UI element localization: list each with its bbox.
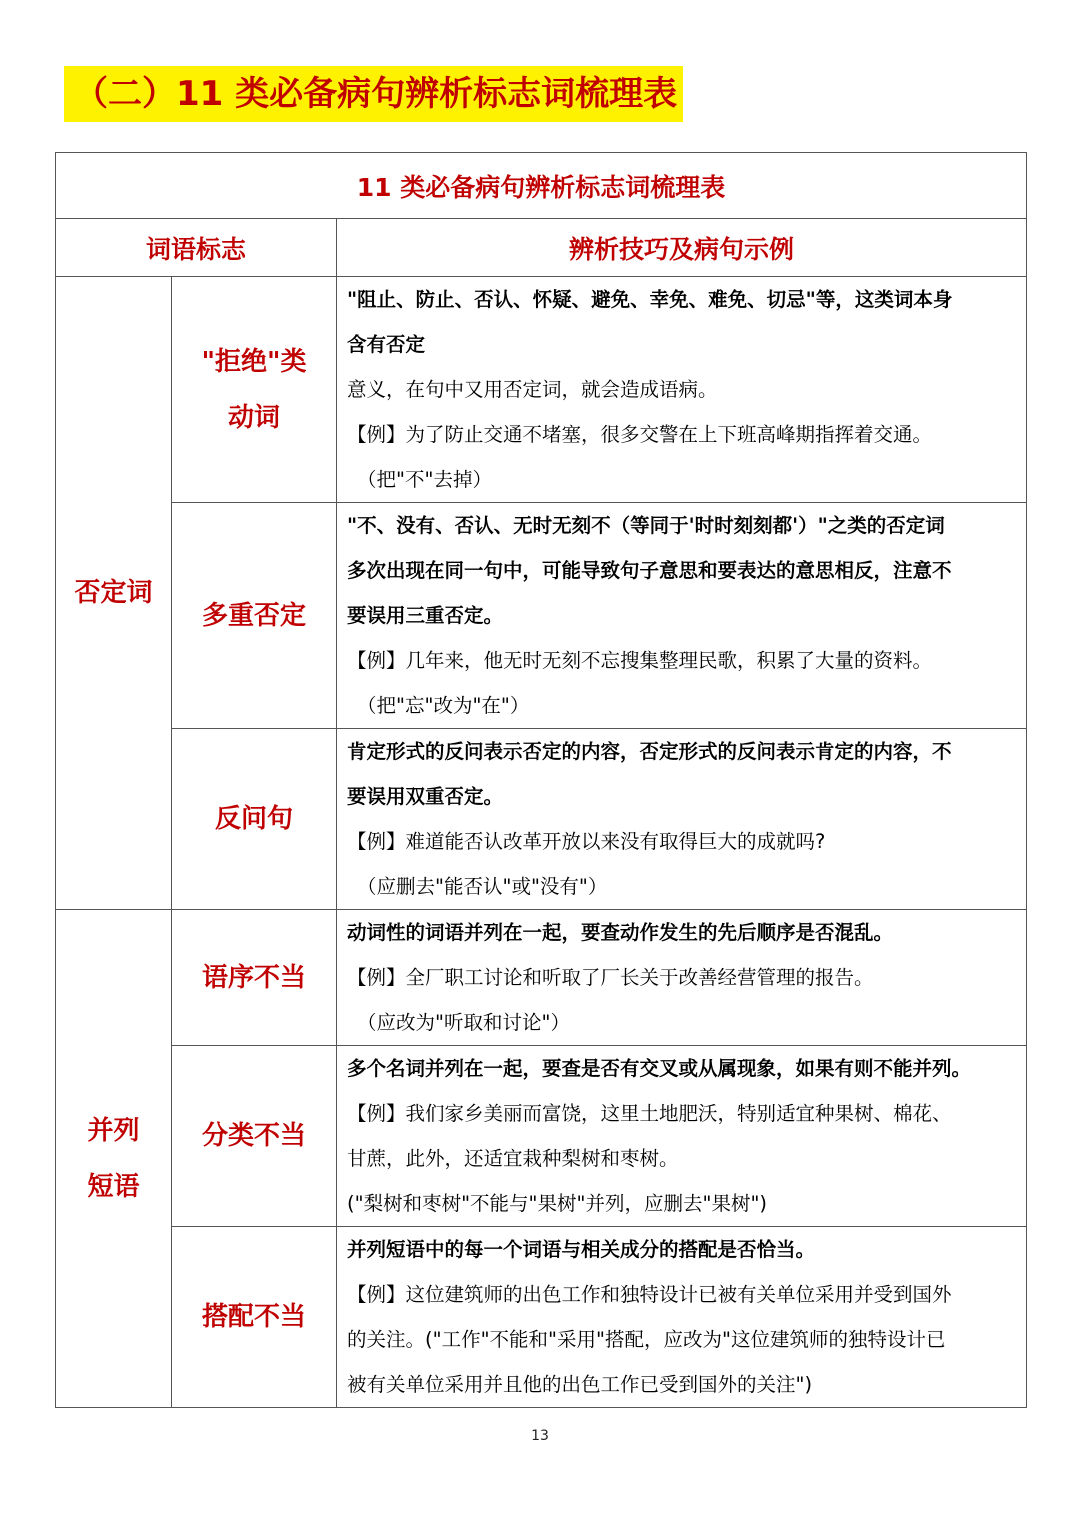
category-label: 否定词 [74,578,153,608]
section-heading: （二）11 类必备病句辨析标志词梳理表 [64,66,683,122]
subtype-label: 搭配不当 [201,1302,306,1332]
explanation-cell [337,910,1027,1046]
example-text: 的关注。("工作"不能和"采用"搭配，应改为"这位建筑师的独特设计已 [347,1328,946,1351]
explanation-cell [337,729,1027,910]
explanation-cell [337,503,1027,729]
rule-text: "不、没有、否认、无时无刻不（等同于'时时刻刻都'）"之类的否定词 [347,514,945,537]
subtype-label: 语序不当 [201,962,306,993]
example-text: 【例】全厂职工讨论和听取了厂长关于改善经营管理的报告。 [347,966,874,989]
rule-continuation-text: 意义，在句中又用否定词，就会造成语病。 [347,378,718,401]
correction-text: ("梨树和枣树"不能与"果树"并列，应删去"果树") [347,1192,768,1215]
table-row [56,910,1027,1046]
rule-text: 肯定形式的反问表示否定的内容，否定形式的反问表示肯定的内容，不 [347,740,952,763]
example-text: 【例】几年来，他无时无刻不忘搜集整理民歌，积累了大量的资料。 [347,649,933,672]
explanation-cell [337,277,1027,503]
explanation-cell [337,1046,1027,1227]
subtype-cell [172,277,337,503]
category-label: 并列 [87,1115,140,1146]
column-header-technique: 辨析技巧及病句示例 [337,219,1027,277]
table-row [56,1046,1027,1227]
page-number: 13 [531,1428,549,1444]
rule-text: 含有否定 [347,333,426,356]
subtype-cell [172,503,337,729]
subtype-label: 动词 [227,402,280,433]
subtype-cell [172,1227,337,1408]
rule-text: 动词性的词语并列在一起，要查动作发生的先后顺序是否混乱。 [347,921,894,944]
subtype-label: "拒绝"类 [201,346,307,377]
correction-text: （应删去"能否认"或"没有"） [357,875,608,898]
marker-words-table [55,152,1027,1408]
rule-text: 多个名词并列在一起，要查是否有交叉或从属现象，如果有则不能并列。 [347,1057,972,1080]
example-text: 【例】为了防止交通不堵塞，很多交警在上下班高峰期指挥着交通。 [347,423,933,446]
category-cell [56,277,172,910]
table-row [56,503,1027,729]
subtype-cell [172,910,337,1046]
example-text: 【例】这位建筑师的出色工作和独特设计已被有关单位采用并受到国外 [347,1283,952,1306]
subtype-label: 多重否定 [201,600,306,631]
category-label: 短语 [87,1171,140,1202]
table-row [56,1227,1027,1408]
table-title-row [56,153,1027,219]
correction-text: （把"不"去掉） [357,468,492,491]
subtype-label: 分类不当 [201,1121,306,1151]
correction-text: （把"忘"改为"在"） [357,694,530,717]
column-header-marker: 词语标志 [56,219,337,277]
rule-text: 多次出现在同一句中，可能导致句子意思和要表达的意思相反，注意不 [347,559,952,582]
rule-text: 要误用双重否定。 [347,785,504,808]
example-text: 被有关单位采用并且他的出色工作已受到国外的关注") [347,1373,813,1396]
example-text: 【例】我们家乡美丽而富饶，这里土地肥沃，特别适宜种果树、棉花、 [347,1102,952,1125]
category-cell [56,910,172,1408]
subtype-label: 反问句 [214,804,293,834]
rule-text: "阻止、防止、否认、怀疑、避免、幸免、难免、切忌"等，这类词本身 [347,288,953,311]
table-row [56,277,1027,503]
subtype-cell [172,729,337,910]
example-text: 【例】难道能否认改革开放以来没有取得巨大的成就吗? [347,830,826,853]
explanation-cell [337,1227,1027,1408]
rule-text: 要误用三重否定。 [347,604,504,627]
rule-text: 并列短语中的每一个词语与相关成分的搭配是否恰当。 [347,1238,816,1261]
table-row [56,729,1027,910]
correction-text: （应改为"听取和讨论"） [357,1011,570,1034]
table-title: 11 类必备病句辨析标志词梳理表 [56,153,1027,219]
table-header-row [56,219,1027,277]
example-text: 甘蔗，此外，还适宜栽种梨树和枣树。 [347,1147,679,1170]
subtype-cell [172,1046,337,1227]
